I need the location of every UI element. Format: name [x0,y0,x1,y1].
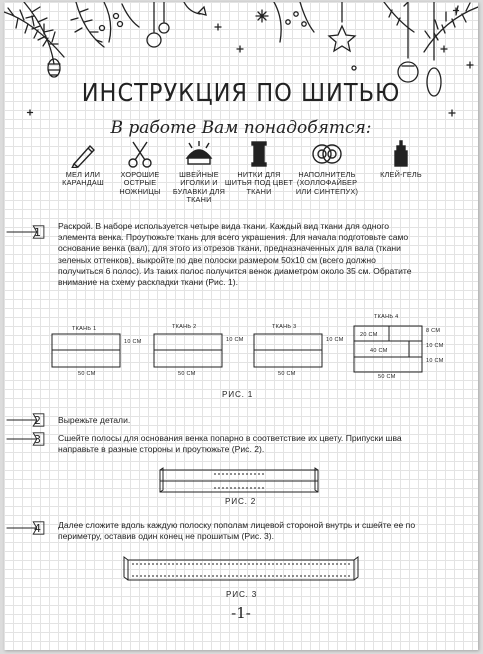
step-text: Вырежьте детали. [58,415,131,425]
fabric-height: 10 СМ [226,337,244,343]
fabric-3 [254,334,322,367]
tool-label: ШВЕЙНЫЕ ИГОЛКИ И БУЛАВКИ ДЛЯ ТКАНИ [172,170,226,204]
tool-label: КЛЕЙ-ГЕЛЬ [380,170,422,179]
thread-spool-icon [244,140,274,168]
fabric-height: 10 СМ [326,337,344,343]
fabric-width: 50 СМ [378,374,396,380]
fabric-height: 10 СМ [124,339,142,345]
fabric-name: ТКАНЬ 4 [374,314,399,320]
pincushion-icon [183,140,215,168]
tool-label: МЕЛ ИЛИ КАРАНДАШ [62,170,104,188]
step-marker-2 [4,412,50,428]
figure-2-caption: РИС. 2 [225,497,257,506]
fabric-1 [52,334,120,367]
figure-1-caption: РИС. 1 [222,390,254,399]
step-marker-4 [4,520,50,536]
step-number: 3 [34,433,41,446]
stuffing-icon [310,140,344,168]
fabric-name: ТКАНЬ 1 [72,326,97,332]
page-subtitle: В работе Вам понадобятся: [110,118,372,138]
fabric-width: 50 СМ [178,371,196,377]
step-text: Сшейте полосы для основания венка попарно в соответствие их цвету. Припуски шва направьте в разные стороны и проутюжьте (Рис. 2). [58,433,402,455]
sewn-strips-diagram [154,466,324,498]
step-number: 2 [34,414,41,427]
fabric-name: ТКАНЬ 3 [272,324,297,330]
tool-label: ХОРОШИЕ ОСТРЫЕ НОЖНИЦЫ [119,170,161,196]
page-number: -1- [231,604,251,622]
piece-label: 20 СМ [360,332,378,338]
chalk-pencil-icon [68,140,98,168]
step-number: 1 [34,226,41,239]
step-text: Далее сложите вдоль каждую полоску пополам лицевой стороной внутрь и сшейте ее по периметру, оставив один конец не прошитым (Рис. 3). [58,520,416,542]
step-number: 4 [34,522,41,535]
fabric-2 [154,334,222,367]
tool-glue [366,140,436,179]
fabric-layout-diagram [4,308,478,388]
fabric-name: ТКАНЬ 2 [172,324,197,330]
page-title: ИНСТРУКЦИЯ ПО ШИТЬЮ [81,78,401,107]
tool-label: НИТКИ ДЛЯ ШИТЬЯ ПОД ЦВЕТ ТКАНИ [224,170,294,196]
fabric-height: 10 СМ [426,358,444,364]
tools-list [4,140,478,210]
step-text: Раскрой. В наборе используется четыре вида ткани. Каждый вид ткани для одного элемента венка. Проутюжьте ткань для всего украшения. Для начала подготовьте само основание венка (вал), для этого из отрезов ткани, предназначенных для вала (ткани зеленых оттенков), выкройте по две полоски размером 50х10 см (всего должно получиться 6 полос). Из таких полос получится венок диаметром около 35 см. Обратите внимание на схему раскладки ткани (Рис. 1). [58,221,412,288]
piece-label: 40 СМ [370,348,388,354]
fabric-width: 50 СМ [78,371,96,377]
tool-stuffing [292,140,362,196]
fabric-width: 50 СМ [278,371,296,377]
folded-strip-diagram [120,554,364,586]
glue-icon [386,140,416,168]
scissors-icon [125,140,155,168]
instruction-page [4,2,478,650]
figure-3-caption: РИС. 3 [226,590,258,599]
step-marker-3 [4,431,50,447]
fabric-height: 10 СМ [426,343,444,349]
tool-label: НАПОЛНИТЕЛЬ (ХОЛЛОФАЙБЕР ИЛИ СИНТЕПУХ) [295,170,359,196]
step-marker-1 [4,224,50,240]
fabric-height: 8 СМ [426,328,441,334]
tool-thread [224,140,294,196]
